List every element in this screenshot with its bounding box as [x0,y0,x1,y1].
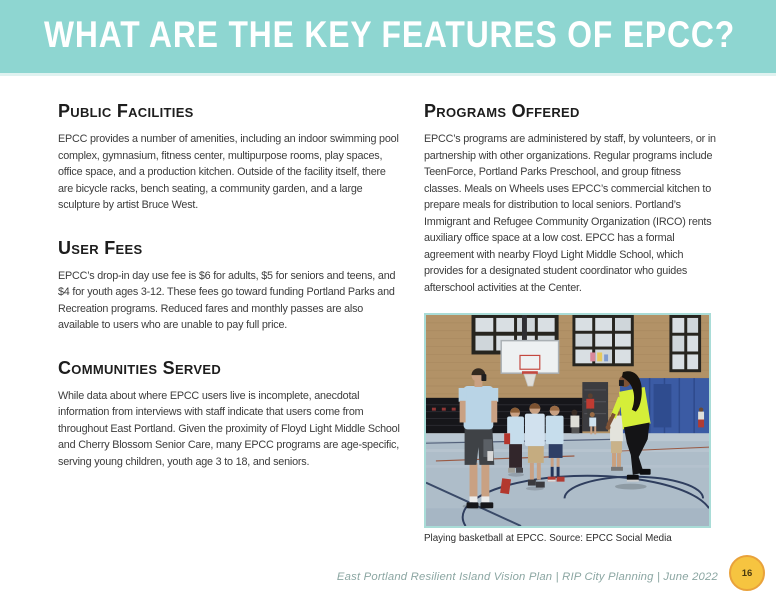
section-heading-user-fees: User Fees [58,237,143,258]
section-body-user-fees: EPCC’s drop-in day use fee is $6 for adults, $5 for seniors and teens, and $4 for youth ages 3-12. These fees go toward funding Portland Parks and Recreation programs. Reduced fares and monthly passes are also available to users who are unable to pay full price. [58,269,396,331]
column-left [58,101,400,494]
section-heading-public-facilities: Public Facilities [58,101,194,121]
section-body-public-facilities: EPCC provides a number of amenities, including an indoor swimming pool complex, gymnasium, fitness center, multipurpose rooms, play spaces, office space, and a production kitchen. Outside of the facility itself, there are bicycle racks, bench seating, a community garden, and a large sculpture by artist Bruce West. [58,133,399,211]
header-band [0,0,776,76]
page-number-badge: 16 [729,555,765,591]
section-body-communities-served: While data about where EPCC users live is incomplete, anecdotal information from interviews with staff indicate that users come from throughout East Portland. Given the proximity of Floyd Light Middle School and Cherry Blossom Senior Care, many EPCC programs are age-specific, serving young children, youth age 3 to 18, and seniors. [58,389,400,468]
column-right [424,101,720,320]
page-footer: East Portland Resilient Island Vision Plan | RIP City Planning | June 2022 [336,571,718,583]
section-heading-communities-served: Communities Served [58,357,222,378]
page-title: WHAT ARE THE KEY FEATURES OF EPCC? [44,14,735,55]
basketball-photo-illustration [426,315,709,526]
section-body-programs-offered: EPCC’s programs are administered by staff, by volunteers, or in partnership with other organizations. Regular programs include TeenForce, Portland Parks Preschool, and group fitness classes. Meals on Wheels uses EPCC’s commercial kitchen to prepare meals for distribution to local seniors. Portland’s Immigrant and Refugee Community Organization (IRCO) rents auxiliary office space at a low cost. EPCC has a formal agreement with nearby Floyd Light Middle School, which provides for a designated student coordinator who guides afterschool activities at the Center. [424,133,716,294]
basketball-photo [424,313,711,528]
section-heading-programs-offered: Programs Offered [424,101,580,121]
photo-caption: Playing basketball at EPCC. Source: EPCC Social Media [424,533,672,544]
